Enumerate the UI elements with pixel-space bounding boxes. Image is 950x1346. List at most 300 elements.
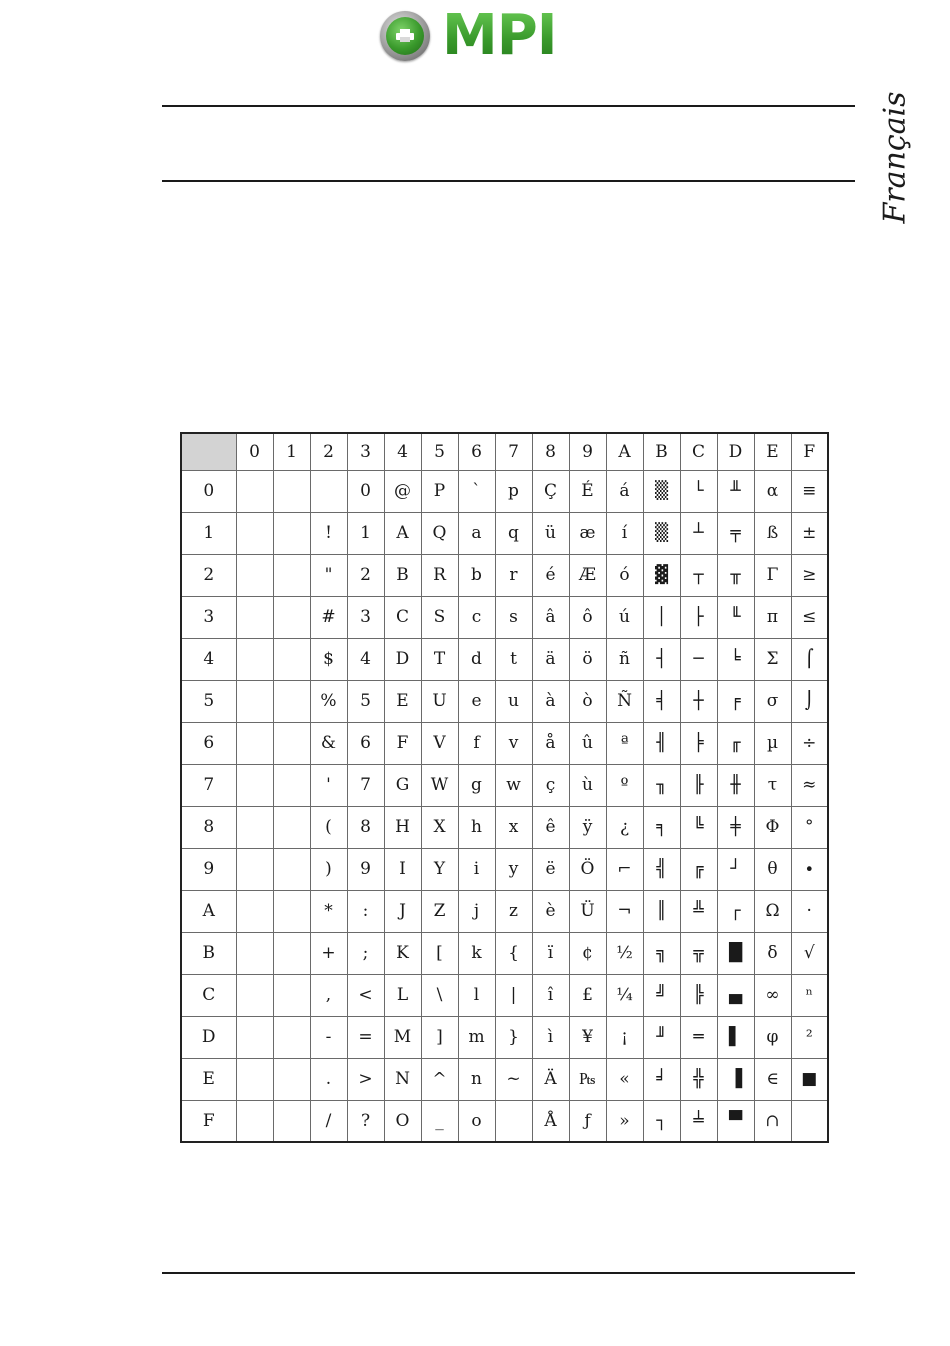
char-cell: ╣ [643, 848, 680, 890]
char-cell: ÿ [569, 806, 606, 848]
table-row [181, 596, 828, 638]
char-cell: ┴ [680, 512, 717, 554]
char-cell: 9 [347, 848, 384, 890]
char-cell: Γ [754, 554, 791, 596]
char-cell: ? [347, 1100, 384, 1142]
char-cell: δ [754, 932, 791, 974]
char-cell: µ [754, 722, 791, 764]
char-cell: D [384, 638, 421, 680]
table-row [181, 512, 828, 554]
table-row [181, 890, 828, 932]
char-cell [273, 680, 310, 722]
char-cell: H [384, 806, 421, 848]
char-cell: ╔ [680, 848, 717, 890]
char-cell: █ [717, 932, 754, 974]
char-cell: + [310, 932, 347, 974]
table-row [181, 1100, 828, 1142]
char-cell: ╡ [643, 680, 680, 722]
char-cell: < [347, 974, 384, 1016]
char-cell: V [421, 722, 458, 764]
char-cell: Z [421, 890, 458, 932]
char-cell: ¬ [606, 890, 643, 932]
column-header-row [181, 433, 828, 470]
char-cell: ° [791, 806, 828, 848]
char-cell: 8 [347, 806, 384, 848]
char-cell: ╗ [643, 932, 680, 974]
character-set-table [180, 432, 829, 1143]
table-row [181, 932, 828, 974]
char-cell: ( [310, 806, 347, 848]
char-cell [273, 890, 310, 932]
column-header: 7 [495, 433, 532, 470]
char-cell: j [458, 890, 495, 932]
char-cell [236, 470, 273, 512]
char-cell: B [384, 554, 421, 596]
row-header: E [181, 1058, 236, 1100]
char-cell: └ [680, 470, 717, 512]
char-cell: ╟ [680, 764, 717, 806]
char-cell: ≈ [791, 764, 828, 806]
char-cell: ² [791, 1016, 828, 1058]
char-cell: ║ [643, 890, 680, 932]
char-cell: | [495, 974, 532, 1016]
char-cell: $ [310, 638, 347, 680]
char-cell: ë [532, 848, 569, 890]
char-cell: ┬ [680, 554, 717, 596]
char-cell: G [384, 764, 421, 806]
char-cell [236, 764, 273, 806]
char-cell: Φ [754, 806, 791, 848]
char-cell: 6 [347, 722, 384, 764]
char-cell: ╒ [717, 680, 754, 722]
table-row [181, 806, 828, 848]
char-cell: ╬ [680, 1058, 717, 1100]
char-cell [310, 470, 347, 512]
footer-rule [162, 1272, 855, 1274]
char-cell: ß [754, 512, 791, 554]
row-header: 9 [181, 848, 236, 890]
logo-badge [380, 11, 430, 61]
char-cell: ò [569, 680, 606, 722]
char-cell: I [384, 848, 421, 890]
char-cell: t [495, 638, 532, 680]
char-cell: k [458, 932, 495, 974]
char-cell: √ [791, 932, 828, 974]
char-cell: ╧ [680, 1100, 717, 1142]
char-cell: è [532, 890, 569, 932]
char-cell: ╤ [717, 512, 754, 554]
char-cell [273, 974, 310, 1016]
char-cell: ú [606, 596, 643, 638]
char-cell: T [421, 638, 458, 680]
column-header: C [680, 433, 717, 470]
char-cell: ▒ [643, 470, 680, 512]
char-cell: { [495, 932, 532, 974]
char-cell: @ [384, 470, 421, 512]
row-header: D [181, 1016, 236, 1058]
char-cell: 1 [347, 512, 384, 554]
char-cell: ê [532, 806, 569, 848]
row-header: 3 [181, 596, 236, 638]
char-cell: * [310, 890, 347, 932]
char-cell: \ [421, 974, 458, 1016]
char-cell: ┘ [717, 848, 754, 890]
char-cell [273, 1100, 310, 1142]
char-cell: 5 [347, 680, 384, 722]
char-cell: ` [458, 470, 495, 512]
row-header: 8 [181, 806, 236, 848]
char-cell: R [421, 554, 458, 596]
logo-badge-inner [386, 17, 424, 55]
row-header: C [181, 974, 236, 1016]
char-cell: Æ [569, 554, 606, 596]
char-cell [495, 1100, 532, 1142]
char-cell [273, 1016, 310, 1058]
logo-text: MPI [442, 3, 557, 68]
char-cell [236, 1100, 273, 1142]
char-cell: u [495, 680, 532, 722]
column-header: E [754, 433, 791, 470]
char-cell: ñ [606, 638, 643, 680]
char-cell: « [606, 1058, 643, 1100]
char-cell: K [384, 932, 421, 974]
char-cell: ▀ [717, 1100, 754, 1142]
char-cell: θ [754, 848, 791, 890]
char-cell: ╠ [680, 974, 717, 1016]
char-cell [236, 932, 273, 974]
char-cell: ) [310, 848, 347, 890]
char-cell [236, 680, 273, 722]
char-cell: x [495, 806, 532, 848]
char-cell: ╫ [717, 764, 754, 806]
column-header: 6 [458, 433, 495, 470]
printer-icon [396, 29, 414, 42]
char-cell: â [532, 596, 569, 638]
char-cell: v [495, 722, 532, 764]
row-header: F [181, 1100, 236, 1142]
language-label: Français [877, 91, 913, 224]
char-cell [236, 1058, 273, 1100]
char-cell: │ [643, 596, 680, 638]
char-cell: e [458, 680, 495, 722]
char-cell: ≤ [791, 596, 828, 638]
char-cell: ¢ [569, 932, 606, 974]
char-cell: P [421, 470, 458, 512]
char-cell: ╨ [717, 470, 754, 512]
column-header: A [606, 433, 643, 470]
char-cell [273, 554, 310, 596]
char-cell [236, 848, 273, 890]
char-cell: ÷ [791, 722, 828, 764]
char-cell: f [458, 722, 495, 764]
char-cell: 3 [347, 596, 384, 638]
char-cell: n [458, 1058, 495, 1100]
char-cell: ┼ [680, 680, 717, 722]
char-cell: ┐ [643, 1100, 680, 1142]
char-cell: ■ [791, 1058, 828, 1100]
column-header: 1 [273, 433, 310, 470]
char-cell: b [458, 554, 495, 596]
char-cell: ╩ [680, 890, 717, 932]
char-cell: å [532, 722, 569, 764]
char-cell: g [458, 764, 495, 806]
char-cell: ▐ [717, 1058, 754, 1100]
char-cell: ▓ [643, 554, 680, 596]
char-cell: " [310, 554, 347, 596]
char-cell: ▄ [717, 974, 754, 1016]
char-cell: ½ [606, 932, 643, 974]
char-cell: æ [569, 512, 606, 554]
char-cell: _ [421, 1100, 458, 1142]
header-rule-top [162, 105, 855, 107]
char-cell: ª [606, 722, 643, 764]
header-rule-bottom [162, 180, 855, 182]
char-cell: c [458, 596, 495, 638]
char-cell: Å [532, 1100, 569, 1142]
row-header: 5 [181, 680, 236, 722]
char-cell [273, 932, 310, 974]
char-cell: # [310, 596, 347, 638]
char-cell: û [569, 722, 606, 764]
char-cell: ╘ [717, 638, 754, 680]
table-row [181, 1016, 828, 1058]
char-cell [273, 764, 310, 806]
char-cell: ç [532, 764, 569, 806]
char-cell: ∙ [791, 848, 828, 890]
row-header: 0 [181, 470, 236, 512]
char-cell: = [347, 1016, 384, 1058]
char-cell: é [532, 554, 569, 596]
char-cell: Ñ [606, 680, 643, 722]
char-cell: 0 [347, 470, 384, 512]
row-header: A [181, 890, 236, 932]
char-cell [236, 554, 273, 596]
char-cell: ì [532, 1016, 569, 1058]
char-cell: ; [347, 932, 384, 974]
mpi-logo [380, 3, 580, 68]
char-cell [236, 890, 273, 932]
char-cell: , [310, 974, 347, 1016]
char-cell: ¡ [606, 1016, 643, 1058]
char-cell: i [458, 848, 495, 890]
char-cell [236, 512, 273, 554]
char-cell: ┌ [717, 890, 754, 932]
char-cell: / [310, 1100, 347, 1142]
char-cell: ö [569, 638, 606, 680]
char-cell [273, 470, 310, 512]
char-cell: m [458, 1016, 495, 1058]
char-cell: ╢ [643, 722, 680, 764]
char-cell: ⌐ [606, 848, 643, 890]
char-cell: ô [569, 596, 606, 638]
char-cell: ▒ [643, 512, 680, 554]
char-cell: ╪ [717, 806, 754, 848]
char-cell: ─ [680, 638, 717, 680]
char-cell: · [791, 890, 828, 932]
char-cell [273, 512, 310, 554]
column-header: D [717, 433, 754, 470]
char-cell: E [384, 680, 421, 722]
char-cell: Q [421, 512, 458, 554]
char-cell: O [384, 1100, 421, 1142]
char-cell [791, 1100, 828, 1142]
char-cell: ╛ [643, 1058, 680, 1100]
char-cell: Ö [569, 848, 606, 890]
char-cell: ! [310, 512, 347, 554]
char-cell: 4 [347, 638, 384, 680]
char-cell: Ω [754, 890, 791, 932]
char-cell: & [310, 722, 347, 764]
char-cell: î [532, 974, 569, 1016]
char-cell: Y [421, 848, 458, 890]
char-cell: ≡ [791, 470, 828, 512]
char-cell: Ç [532, 470, 569, 512]
char-cell: q [495, 512, 532, 554]
char-cell: h [458, 806, 495, 848]
char-cell [236, 596, 273, 638]
char-cell: ï [532, 932, 569, 974]
row-header: 1 [181, 512, 236, 554]
char-cell: ' [310, 764, 347, 806]
char-cell [236, 974, 273, 1016]
char-cell: ├ [680, 596, 717, 638]
char-cell [273, 638, 310, 680]
column-header: 2 [310, 433, 347, 470]
char-cell: S [421, 596, 458, 638]
char-cell: C [384, 596, 421, 638]
char-cell: - [310, 1016, 347, 1058]
char-cell: ∞ [754, 974, 791, 1016]
char-cell [273, 806, 310, 848]
char-cell: ╓ [717, 722, 754, 764]
char-cell: ± [791, 512, 828, 554]
column-header: F [791, 433, 828, 470]
char-cell: φ [754, 1016, 791, 1058]
char-cell: a [458, 512, 495, 554]
char-cell: d [458, 638, 495, 680]
char-cell: l [458, 974, 495, 1016]
table-row [181, 638, 828, 680]
char-cell: ~ [495, 1058, 532, 1100]
char-cell: à [532, 680, 569, 722]
char-cell: ▌ [717, 1016, 754, 1058]
char-cell: ^ [421, 1058, 458, 1100]
char-cell [236, 638, 273, 680]
char-cell: . [310, 1058, 347, 1100]
column-header: 9 [569, 433, 606, 470]
char-cell: ╕ [643, 806, 680, 848]
char-cell [236, 1016, 273, 1058]
char-cell: ⁿ [791, 974, 828, 1016]
corner-cell [181, 433, 236, 470]
char-cell: ═ [680, 1016, 717, 1058]
char-cell: % [310, 680, 347, 722]
char-cell: ∈ [754, 1058, 791, 1100]
char-cell: } [495, 1016, 532, 1058]
char-cell: ╙ [717, 596, 754, 638]
table-row [181, 848, 828, 890]
table-row [181, 554, 828, 596]
char-cell: p [495, 470, 532, 512]
char-cell: τ [754, 764, 791, 806]
char-cell: É [569, 470, 606, 512]
char-cell: : [347, 890, 384, 932]
char-cell: 7 [347, 764, 384, 806]
char-cell: Σ [754, 638, 791, 680]
char-cell: ≥ [791, 554, 828, 596]
char-cell: ù [569, 764, 606, 806]
char-cell: z [495, 890, 532, 932]
column-header: 4 [384, 433, 421, 470]
char-cell: ] [421, 1016, 458, 1058]
char-cell: J [384, 890, 421, 932]
char-cell: A [384, 512, 421, 554]
column-header: 8 [532, 433, 569, 470]
char-cell: 2 [347, 554, 384, 596]
table-row [181, 764, 828, 806]
char-cell: π [754, 596, 791, 638]
char-cell: U [421, 680, 458, 722]
char-cell: á [606, 470, 643, 512]
char-cell: ⌡ [791, 680, 828, 722]
char-cell: y [495, 848, 532, 890]
char-cell: ¥ [569, 1016, 606, 1058]
char-cell: F [384, 722, 421, 764]
char-cell: ä [532, 638, 569, 680]
char-cell: [ [421, 932, 458, 974]
char-cell [273, 722, 310, 764]
char-cell [273, 596, 310, 638]
char-cell: ₧ [569, 1058, 606, 1100]
char-cell: ƒ [569, 1100, 606, 1142]
char-cell: ó [606, 554, 643, 596]
column-header: 5 [421, 433, 458, 470]
table-row [181, 470, 828, 512]
char-cell: s [495, 596, 532, 638]
column-header: B [643, 433, 680, 470]
char-cell: X [421, 806, 458, 848]
char-cell: o [458, 1100, 495, 1142]
char-cell: L [384, 974, 421, 1016]
column-header: 0 [236, 433, 273, 470]
char-cell: ¿ [606, 806, 643, 848]
char-cell: » [606, 1100, 643, 1142]
char-cell: ╝ [643, 974, 680, 1016]
char-cell: α [754, 470, 791, 512]
char-cell: ╞ [680, 722, 717, 764]
char-cell: ┤ [643, 638, 680, 680]
row-header: 6 [181, 722, 236, 764]
char-cell [236, 722, 273, 764]
char-cell: ╦ [680, 932, 717, 974]
char-cell: M [384, 1016, 421, 1058]
char-cell: ü [532, 512, 569, 554]
char-cell: £ [569, 974, 606, 1016]
column-header: 3 [347, 433, 384, 470]
language-side-tab [870, 91, 920, 224]
char-cell: º [606, 764, 643, 806]
char-cell: > [347, 1058, 384, 1100]
char-cell: w [495, 764, 532, 806]
char-cell: Ü [569, 890, 606, 932]
char-cell: ╜ [643, 1016, 680, 1058]
row-header: 4 [181, 638, 236, 680]
row-header: 2 [181, 554, 236, 596]
table-row [181, 1058, 828, 1100]
char-cell: í [606, 512, 643, 554]
char-cell: r [495, 554, 532, 596]
row-header: B [181, 932, 236, 974]
